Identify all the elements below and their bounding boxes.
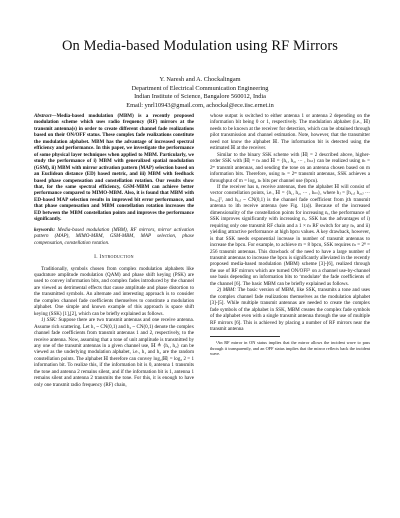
footnote-rule bbox=[210, 336, 280, 337]
author-block bbox=[0, 76, 400, 110]
right-paragraph-2: Similar to the binary SSK scheme with |ℍ| = 2 described above, higher-order SSK with |ℍ| = nₜ and ℍ = {h₁, h₂, ··· , hₙₜ} can be realized using nₜ = 2ᵐ transmit antennas, and sending the tone on an antenna chosen based on m information bits. Therefore, using nₜ = 2ᵐ transmit antennas, SSK achieves a throughput of m = log₂ nₜ bits per channel use (bpcu). bbox=[210, 151, 370, 184]
ssk-text: Suppose there are two transmit antennas and one receive antenna. Assume rich scattering. Let h₁ ~ CN(0,1) and h₂ ~ CN(0,1) denote the complex channel fade coefficients from transmit antennas 1 and 2, respectively, to the receive antenna. Now, assuming that a tone of unit amplitude is transmitted by any one of the transmit antennas in a given channel use, ℍ ≜ {h₁, h₂} can be viewed as the underlying modulation alphabet, i.e., h₁ and h₂ are the random constellation points. The alphabet ℍ therefore can convey log₂|ℍ| = log₂ 2 = 1 information bit. To realize this, if the information bit is 0, antenna 1 transmits the tone and antenna 2 remains silent, and if the information bit is 1, antenna 1 remains silent and antenna 2 transmits the tone. For this, it is enough to have only one transmit radio frequency (RF) chain, bbox=[34, 317, 194, 388]
left-column bbox=[34, 113, 194, 388]
right-column bbox=[210, 113, 370, 357]
ssk-heading: 1) SSK: bbox=[41, 317, 57, 324]
keywords-text: Media-based modulation (MBM), RF mirrors, mirror activation pattern (MAP), MIMO-MBM, GSM-MBM, MAP selection, phase compensation, constellation rotation. bbox=[34, 226, 194, 246]
keywords-label: keywords: bbox=[34, 226, 56, 233]
affiliation: Department of Electrical Communication Engineering bbox=[131, 84, 269, 92]
paper-title: On Media-based Modulation using RF Mirrors bbox=[61, 38, 339, 54]
authors: Y. Naresh and A. Chockalingam bbox=[159, 76, 241, 83]
abstract-label: Abstract— bbox=[34, 113, 57, 119]
right-paragraph-3: If the receiver has nᵣ receive antennas, then the alphabet ℍ will consist of vector constellation points, i.e., ℍ = {h₁, h₂, ··· , hₙₜ}, where hⱼ = [h₁,ⱼ h₂,ⱼ ··· hₙᵣ,ⱼ]ᵀ, and hᵢ,ⱼ ~ CN(0,1) is the channel fade coefficient from jth transmit antenna to ith receive antenna (see Fig. 1(a)). Because of the increased dimensionality of the constellation points for increasing nᵣ, the performance of SSK improves significantly with increasing nᵣ. SSK has the advantages of i) requiring only one transmit RF chain and a 1 × nₜ RF switch for any nₜ, and ii) yielding attractive performance at high bpcu values. A key drawback, however, is that SSK needs exponential increase in number of transmit antennas to increase the bpcu. For example, to achieve m = 8 bpcu, SSK requires nₜ = 2⁸ = 256 transmit antennas. This drawback of the need to have a large number of transmit antennas to increase the bpcu is significantly alleviated in the recently proposed media-based modulation (MBM) scheme [3]-[6], realized through the use of RF mirrors which are turned ON/OFF¹ on a channel use-by-channel use basis depending on information bits to ‘modulate’ the fade coefficients of the channel [6]. The basic MBM can be briefly explained as follows. bbox=[210, 183, 370, 287]
email: Email: ynrl10943@gmail.com, achockal@ece.iisc.ernet.in bbox=[126, 101, 274, 109]
right-paragraph-4 bbox=[210, 287, 370, 332]
institution: Indian Institute of Science, Bangalore 560012, India bbox=[134, 93, 266, 101]
abstract bbox=[34, 113, 194, 223]
intro-paragraph-1: Traditionally, symbols chosen from complex modulation alphabets like quadrature amplitude modulation (QAM) and phase shift keying (PSK) are used to convey information bits, and complex fades introduced by the channel are viewed as detrimental effects that cause amplitude and phase distortion to the transmitted symbols. An alternate and interesting approach is to consider the complex channel fade coefficients themselves to constitute a modulation alphabet. One simple and known example of this approach is space shift keying (SSK) [1],[2], which can be briefly explained as follows. bbox=[34, 265, 194, 317]
keywords bbox=[34, 227, 194, 246]
intro-paragraph-2 bbox=[34, 317, 194, 388]
right-paragraph-1: whose output is switched to either antenna 1 or antenna 2 depending on the information bit being 0 or 1, respectively. The modulation alphabet (i.e., ℍ) needs to be known at the receiver for detection, which can be obtained through pilot transmission and channel estimation. Note, however, that the transmitter need not know the alphabet ℍ. The information bit is detected using the estimated ℍ at the receiver. bbox=[210, 113, 370, 152]
footnote: ¹An RF mirror in ON status implies that the mirror allows the incident wave to pass through it transparently, and an OFF status implies that the mirror reflects back the incident wave. bbox=[210, 340, 370, 357]
mbm-text: The basic version of MBM, like SSK, transmits a tone and uses the complex channel fade realizations themselves as the modulation alphabet [3]-[5]. While multiple transmit antennas are needed to create the complex fade symbols of the alphabet in SSK, MBM creates the complex fade symbols of the alphabet even with a single transmit antenna through the use of multiple RF mirrors [6]. This is achieved by placing a number of RF mirrors near the transmit antenna bbox=[210, 287, 371, 332]
mbm-heading: 2) MBM: bbox=[217, 287, 237, 294]
abstract-text: Media-based modulation (MBM) is a recently proposed modulation scheme which uses radio frequency (RF) mirrors at the transmit antenna(s) in order to create different channel fade realizations based on their ON/OFF status. These complex fade realizations constitute the modulation alphabet. MBM has the advantage of increased spectral efficiency and performance. In this paper, we investigate the performance of some physical layer techniques when applied to MBM. Particularly, we study the performance of i) MBM with generalized spatial modulation (GSM), ii) MBM with mirror activation pattern (MAP) selection based on an Euclidean distance (ED) based metric, and iii) MBM with feedback based phase compensation and constellation rotation. Our results show that, for the same spectral efficiency, GSM-MBM can achieve better performance compared to MIMO-MBM. Also, it is found that MBM with ED-based MAP selection results in improved bit error performance, and that phase compensation and MBM constellation rotation increases the ED between the MBM constellation points and improves the performance significantly. bbox=[34, 113, 194, 223]
section-title-introduction: I. Introduction bbox=[94, 254, 134, 261]
